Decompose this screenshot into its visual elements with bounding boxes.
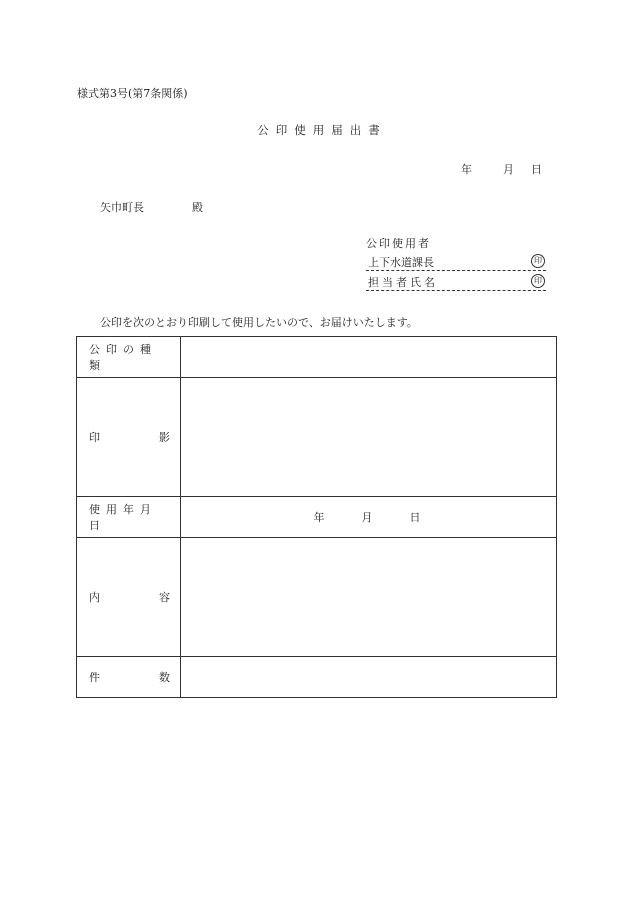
signature-label: 担当者氏名 (368, 276, 438, 289)
addressee-name: 矢巾町長 (100, 201, 144, 214)
row-label-content (77, 538, 181, 657)
seal-usage-table (76, 336, 557, 698)
table-row-seal-type (77, 337, 557, 378)
label-text-start: 件 (89, 671, 100, 684)
date-year-label: 年 (461, 163, 472, 176)
form-number: 様式第3号(第7条関係) (77, 87, 188, 100)
signature-label: 上下水道課長 (368, 256, 434, 269)
applicant-heading: 公印使用者 (366, 237, 431, 250)
table-row-content (77, 538, 557, 657)
table-row-seal-impression (77, 378, 557, 497)
seal-icon: 印 (531, 274, 545, 288)
row-label-seal-type (77, 337, 181, 378)
row-label-usage-date (77, 497, 181, 538)
label-text-end: 影 (159, 431, 170, 444)
signature-row-person-in-charge[interactable] (366, 274, 546, 291)
addressee (100, 199, 203, 215)
label-text-end: 数 (159, 671, 170, 684)
table-row-usage-date (77, 497, 557, 538)
row-label-count (77, 657, 181, 698)
table-row-count (77, 657, 557, 698)
document-title: 公印使用届出書 (257, 123, 387, 137)
label-text-start: 印 (89, 431, 100, 444)
row-label-seal-impression (77, 378, 181, 497)
signature-row-section-chief[interactable] (366, 254, 546, 271)
submission-date (455, 161, 545, 177)
intro-text: 公印を次のとおり印刷して使用したいので、お届けいたします。 (100, 316, 418, 329)
label-text-end: 容 (159, 591, 170, 604)
usage-date-year: 年 (313, 511, 325, 524)
label-text-start: 内 (89, 591, 100, 604)
count-field[interactable] (181, 657, 557, 698)
date-month-label: 月 (503, 163, 514, 176)
content-field[interactable] (181, 538, 557, 657)
date-day-label: 日 (531, 163, 542, 176)
usage-date-day: 日 (409, 511, 421, 524)
seal-type-field[interactable] (181, 337, 557, 378)
label-text: 公印の種類 (89, 343, 157, 372)
seal-icon: 印 (531, 254, 545, 268)
usage-date-field[interactable] (181, 497, 557, 538)
addressee-honorific: 殿 (192, 201, 203, 214)
label-text: 使用年月日 (89, 503, 157, 532)
seal-impression-field[interactable] (181, 378, 557, 497)
usage-date-month: 月 (361, 511, 373, 524)
